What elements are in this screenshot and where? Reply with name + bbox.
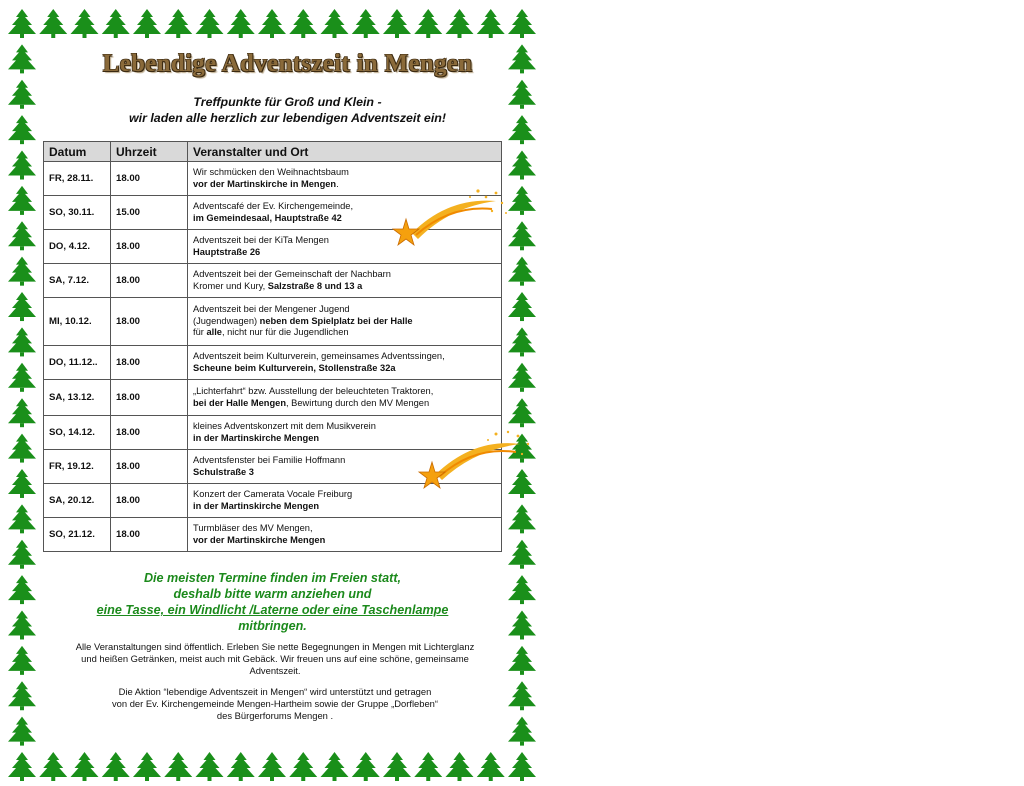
christmas-tree-icon xyxy=(8,115,36,144)
event-date: SO, 21.12. xyxy=(44,518,111,552)
subtitle xyxy=(40,94,535,126)
shooting-star-icon xyxy=(412,428,537,498)
event-description xyxy=(188,298,502,346)
event-date: SA, 7.12. xyxy=(44,264,111,298)
weather-notice xyxy=(40,570,505,634)
event-time: 18.00 xyxy=(111,416,188,450)
star-tail xyxy=(436,431,529,480)
christmas-tree-icon xyxy=(477,9,505,38)
description-text: Turmbläser des MV Mengen, xyxy=(193,523,313,533)
christmas-tree-icon xyxy=(102,9,130,38)
notice-line: mitbringen. xyxy=(238,619,307,633)
christmas-tree-icon xyxy=(383,752,411,781)
table-row xyxy=(44,380,502,416)
column-header-organizer: Veranstalter und Ort xyxy=(188,142,502,162)
christmas-tree-icon xyxy=(508,717,536,746)
event-time: 18.00 xyxy=(111,484,188,518)
christmas-tree-icon xyxy=(258,9,286,38)
description-text: Kromer und Kury, xyxy=(193,280,268,291)
table-row xyxy=(44,264,502,298)
star-head xyxy=(393,219,419,245)
christmas-tree-icon xyxy=(8,398,36,427)
event-date: SA, 20.12. xyxy=(44,484,111,518)
christmas-tree-icon xyxy=(321,752,349,781)
christmas-tree-icon xyxy=(227,9,255,38)
christmas-tree-icon xyxy=(321,9,349,38)
christmas-tree-icon xyxy=(352,9,380,38)
event-time: 18.00 xyxy=(111,450,188,484)
christmas-tree-icon xyxy=(39,752,67,781)
event-date: FR, 28.11. xyxy=(44,162,111,196)
christmas-tree-icon xyxy=(352,752,380,781)
page-title: Lebendige Adventszeit in Mengen xyxy=(102,50,473,77)
description-bold: Hauptstraße 26 xyxy=(193,246,261,257)
christmas-tree-icon xyxy=(133,9,161,38)
shooting-star-icon xyxy=(388,183,513,253)
info-paragraph xyxy=(44,641,506,677)
event-date: DO, 11.12.. xyxy=(44,346,111,380)
christmas-tree-icon xyxy=(8,151,36,180)
event-description xyxy=(188,264,502,298)
christmas-tree-icon xyxy=(508,292,536,321)
event-date: DO, 4.12. xyxy=(44,230,111,264)
christmas-tree-icon xyxy=(8,292,36,321)
description-bold: vor der Martinskirche in Mengen xyxy=(193,178,337,189)
notice-line: Die meisten Termine finden im Freien statt, xyxy=(143,571,402,585)
description-bold: Salzstraße 8 und 13 a xyxy=(267,280,363,291)
description-text: Adventscafé der Ev. Kirchengemeinde, xyxy=(193,201,354,211)
description-text: Adventszeit bei der KiTa Mengen xyxy=(193,235,329,245)
description-text: für xyxy=(193,327,207,338)
paragraph-line: von der Ev. Kirchengemeinde Mengen-Hartheim sowie der Gruppe „Dorfleben“ xyxy=(111,698,439,709)
christmas-tree-icon xyxy=(414,9,442,38)
christmas-tree-icon xyxy=(446,752,474,781)
paragraph-line: des Bürgerforums Mengen . xyxy=(216,710,334,721)
event-description xyxy=(188,380,502,416)
event-time: 15.00 xyxy=(111,196,188,230)
description-line xyxy=(193,535,496,547)
notice-line: deshalb bitte warm anziehen und xyxy=(173,587,372,601)
christmas-tree-icon xyxy=(383,9,411,38)
christmas-tree-icon xyxy=(414,752,442,781)
christmas-tree-icon xyxy=(8,540,36,569)
description-line xyxy=(193,281,496,293)
christmas-tree-icon xyxy=(8,610,36,639)
christmas-tree-icon xyxy=(102,752,130,781)
event-time: 18.00 xyxy=(111,380,188,416)
christmas-tree-icon xyxy=(39,9,67,38)
description-bold: in der Martinskirche Mengen xyxy=(193,500,320,511)
christmas-tree-icon xyxy=(508,646,536,675)
christmas-tree-icon xyxy=(8,752,36,781)
description-text: Adventszeit beim Kulturverein, gemeinsames Adventssingen, xyxy=(193,351,445,361)
event-date: FR, 19.12. xyxy=(44,450,111,484)
description-text: Adventszeit bei der Gemeinschaft der Nachbarn xyxy=(193,269,391,279)
description-text: Adventsfenster bei Familie Hoffmann xyxy=(193,455,346,465)
christmas-tree-icon xyxy=(508,363,536,392)
christmas-tree-icon xyxy=(227,752,255,781)
event-date: SO, 30.11. xyxy=(44,196,111,230)
paragraph-line: und heißen Getränken, meist auch mit Gebäck. Wir freuen uns auf eine schöne, gemeinsame xyxy=(81,653,469,664)
event-time: 18.00 xyxy=(111,346,188,380)
christmas-tree-icon xyxy=(71,752,99,781)
christmas-tree-icon xyxy=(508,398,536,427)
christmas-tree-icon xyxy=(8,717,36,746)
description-text: (Jugendwagen) xyxy=(193,315,260,326)
subtitle-line: Treffpunkte für Groß und Klein - xyxy=(193,95,382,109)
event-description xyxy=(188,518,502,552)
christmas-tree-icon xyxy=(289,9,317,38)
description-text: kleines Adventskonzert mit dem Musikverein xyxy=(193,421,376,431)
christmas-tree-icon xyxy=(508,9,536,38)
christmas-tree-icon xyxy=(508,327,536,356)
description-text: „Lichterfahrt“ bzw. Ausstellung der beleuchteten Traktoren, xyxy=(193,386,434,396)
table-row xyxy=(44,346,502,380)
description-bold: neben dem Spielplatz bei der Halle xyxy=(259,315,413,326)
christmas-tree-icon xyxy=(8,44,36,73)
christmas-tree-icon xyxy=(508,504,536,533)
star-head xyxy=(419,462,445,488)
table-row xyxy=(44,518,502,552)
paragraph-line: Adventszeit. xyxy=(249,665,301,676)
description-bold: bei der Halle Mengen xyxy=(193,397,286,408)
description-line xyxy=(193,327,496,339)
star-tail xyxy=(412,189,507,239)
christmas-tree-icon xyxy=(8,434,36,463)
event-description xyxy=(188,346,502,380)
description-text: . xyxy=(336,178,339,189)
column-header-time: Uhrzeit xyxy=(111,142,188,162)
christmas-tree-icon xyxy=(164,9,192,38)
sponsor-paragraph xyxy=(44,686,506,722)
event-date: SO, 14.12. xyxy=(44,416,111,450)
christmas-tree-icon xyxy=(8,9,36,38)
christmas-tree-icon xyxy=(8,469,36,498)
description-bold: im Gemeindesaal, Hauptstraße 42 xyxy=(193,212,342,223)
christmas-tree-icon xyxy=(196,752,224,781)
christmas-tree-icon xyxy=(8,363,36,392)
notice-line-underlined: eine Tasse, ein Windlicht /Laterne oder eine Taschenlampe xyxy=(96,603,449,617)
description-bold: Scheune beim Kulturverein, Stollenstraße 32a xyxy=(193,362,396,373)
description-text: , nicht nur für die Jugendlichen xyxy=(221,327,349,338)
description-line xyxy=(193,269,496,281)
event-time: 18.00 xyxy=(111,264,188,298)
christmas-tree-icon xyxy=(8,681,36,710)
description-line xyxy=(193,316,496,328)
christmas-tree-icon xyxy=(8,646,36,675)
christmas-tree-icon xyxy=(8,186,36,215)
christmas-tree-icon xyxy=(164,752,192,781)
christmas-tree-icon xyxy=(196,9,224,38)
description-line xyxy=(193,304,496,316)
table-row xyxy=(44,298,502,346)
christmas-tree-icon xyxy=(8,80,36,109)
subtitle-line: wir laden alle herzlich zur lebendigen Adventszeit ein! xyxy=(129,111,446,125)
description-line xyxy=(193,523,496,535)
christmas-tree-icon xyxy=(508,257,536,286)
event-time: 18.00 xyxy=(111,518,188,552)
paragraph-line: Die Aktion “lebendige Adventszeit in Mengen“ wird unterstützt und getragen xyxy=(118,686,432,697)
event-date: SA, 13.12. xyxy=(44,380,111,416)
description-text: , Bewirtung durch den MV Mengen xyxy=(286,397,430,408)
christmas-tree-icon xyxy=(508,681,536,710)
event-time: 18.00 xyxy=(111,162,188,196)
description-line xyxy=(193,351,496,363)
description-bold: alle xyxy=(206,327,222,338)
description-line xyxy=(193,167,496,179)
christmas-tree-icon xyxy=(508,610,536,639)
description-bold: in der Martinskirche Mengen xyxy=(193,432,320,443)
description-line xyxy=(193,363,496,375)
christmas-tree-icon xyxy=(289,752,317,781)
event-time: 18.00 xyxy=(111,298,188,346)
christmas-tree-icon xyxy=(71,9,99,38)
event-date: MI, 10.12. xyxy=(44,298,111,346)
christmas-tree-icon xyxy=(508,151,536,180)
description-line xyxy=(193,501,496,513)
column-header-date: Datum xyxy=(44,142,111,162)
christmas-tree-icon xyxy=(258,752,286,781)
description-line xyxy=(193,386,496,398)
christmas-tree-icon xyxy=(133,752,161,781)
description-bold: vor der Martinskirche Mengen xyxy=(193,534,326,545)
christmas-tree-icon xyxy=(508,752,536,781)
description-text: Wir schmücken den Weihnachtsbaum xyxy=(193,167,349,177)
christmas-tree-icon xyxy=(8,221,36,250)
event-time: 18.00 xyxy=(111,230,188,264)
christmas-tree-icon xyxy=(8,575,36,604)
christmas-tree-icon xyxy=(8,257,36,286)
description-bold: Schulstraße 3 xyxy=(193,466,254,477)
christmas-tree-icon xyxy=(508,540,536,569)
paragraph-line: Alle Veranstaltungen sind öffentlich. Erleben Sie nette Begegnungen in Mengen mit Lichterglanz xyxy=(75,641,475,652)
table-header-row xyxy=(44,142,502,162)
description-text: Adventszeit bei der Mengener Jugend xyxy=(193,304,350,315)
christmas-tree-icon xyxy=(8,504,36,533)
christmas-tree-icon xyxy=(8,327,36,356)
description-text: Konzert der Camerata Vocale Freiburg xyxy=(193,489,353,499)
christmas-tree-icon xyxy=(477,752,505,781)
christmas-tree-icon xyxy=(508,575,536,604)
description-line xyxy=(193,398,496,410)
christmas-tree-icon xyxy=(446,9,474,38)
